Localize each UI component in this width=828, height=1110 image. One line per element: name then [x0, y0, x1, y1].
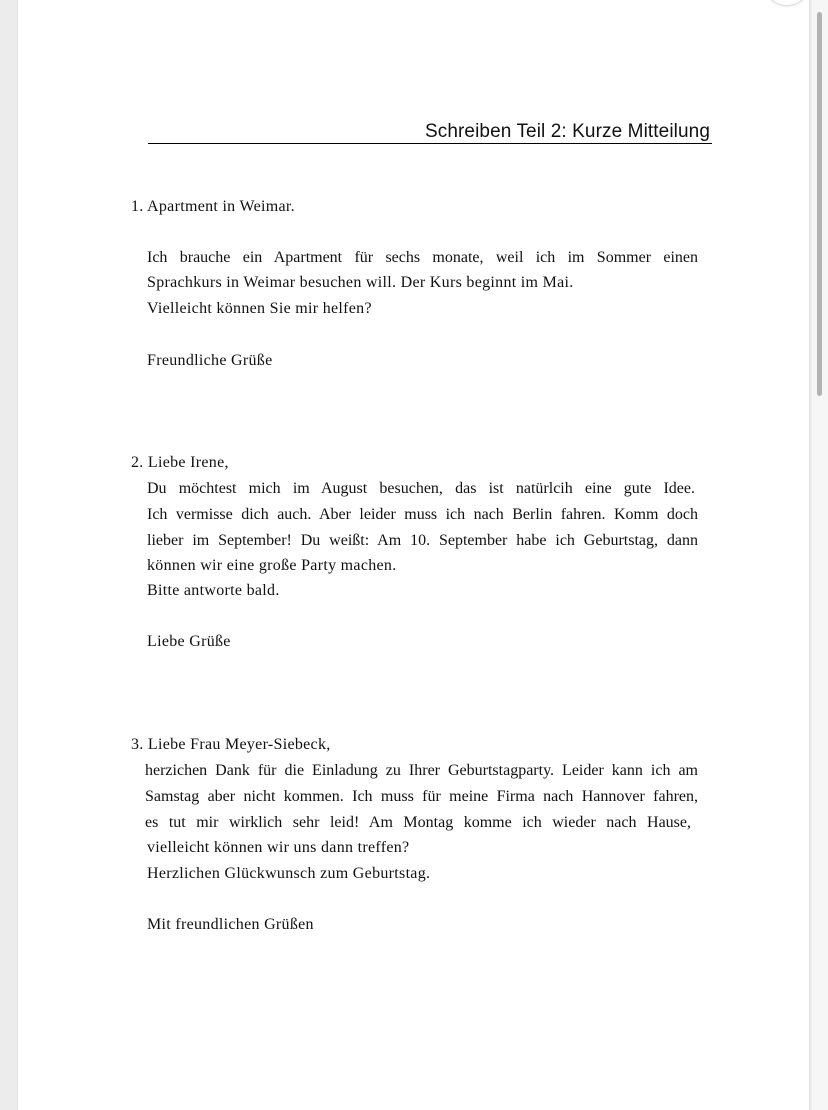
section-1-line-1: Ich brauche ein Apartment für sechs monate, weil ich im Sommer einen [147, 249, 698, 266]
section-2-line-3: lieber im September! Du weißt: Am 10. September habe ich Geburtstag, dann [147, 532, 698, 549]
section-3-line-5: Herzlichen Glückwunsch zum Geburtstag. [147, 865, 431, 882]
section-3-line-4: vielleicht können wir uns dann treffen? [147, 839, 410, 856]
section-2-heading: 2. Liebe Irene, [131, 454, 229, 471]
section-2-line-4: können wir eine große Party machen. [147, 557, 397, 574]
section-2-closing: Liebe Grüße [147, 633, 231, 650]
section-3-closing: Mit freundlichen Grüßen [147, 916, 314, 933]
vertical-scrollbar[interactable] [812, 0, 828, 1110]
section-2-line-2: Ich vermisse dich auch. Aber leider muss ich nach Berlin fahren. Komm doch [147, 506, 698, 523]
section-1-line-3: Vielleicht können Sie mir helfen? [147, 300, 372, 317]
section-2-line-5: Bitte antworte bald. [147, 582, 280, 599]
document-page [17, 0, 810, 1110]
section-3-heading: 3. Liebe Frau Meyer-Siebeck, [131, 736, 331, 753]
title-underline [148, 118, 712, 144]
section-3-line-2: Samstag aber nicht kommen. Ich muss für meine Firma nach Hannover fahren, [145, 788, 698, 805]
page-title: Schreiben Teil 2: Kurze Mitteilung [424, 121, 710, 142]
section-1-line-2: Sprachkurs in Weimar besuchen will. Der Kurs beginnt im Mai. [147, 274, 574, 291]
scrollbar-thumb[interactable] [817, 12, 822, 396]
section-3-line-3: es tut mir wirklich sehr leid! Am Montag komme ich wieder nach Hause, [145, 814, 691, 831]
section-3-line-1: herzichen Dank für die Einladung zu Ihrer Geburtstagparty. Leider kann ich am [145, 762, 698, 779]
section-1-heading: 1. Apartment in Weimar. [131, 198, 295, 215]
section-2-line-1: Du möchtest mich im August besuchen, das ist natürlcih eine gute Idee. [147, 480, 695, 497]
section-1-closing: Freundliche Grüße [147, 352, 273, 369]
